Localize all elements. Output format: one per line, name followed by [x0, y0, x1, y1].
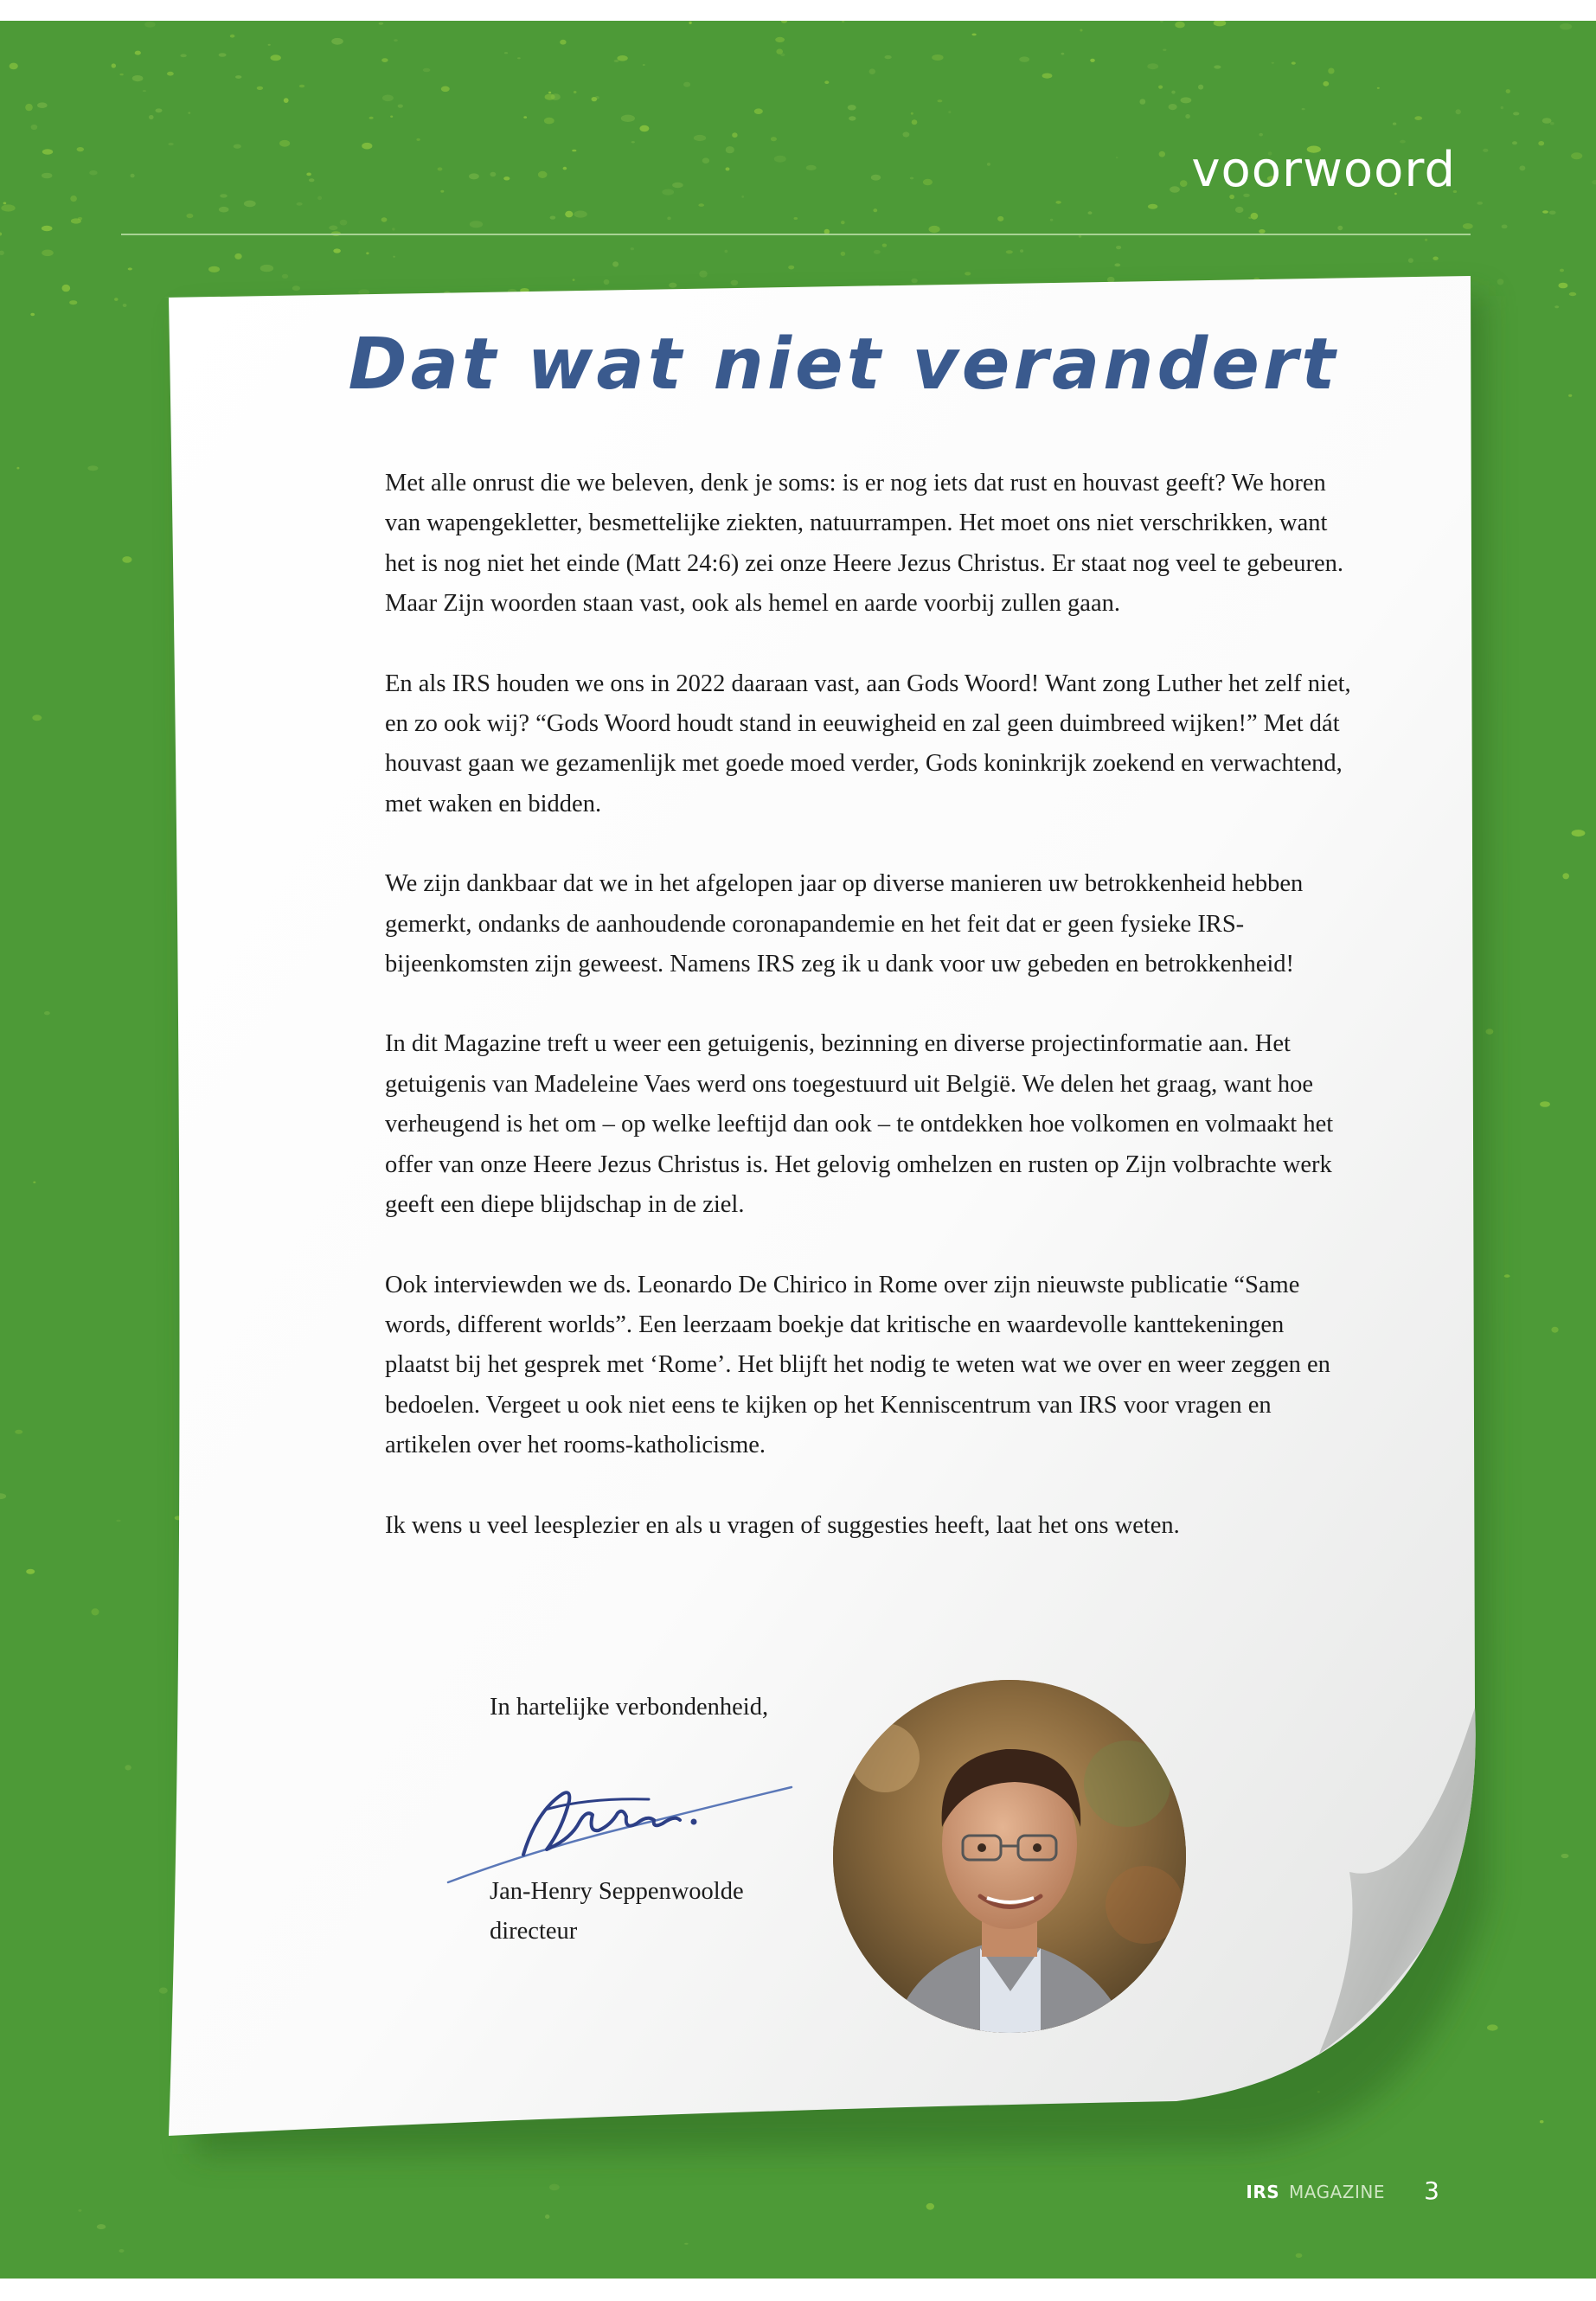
magazine-page — [0, 21, 1596, 2279]
paragraph: Met alle onrust die we beleven, denk je soms: is er nog iets dat rust en houvast geeft? We horen van wapengekletter, besmettelijke ziekten, natuurrampen. Het moet ons niet verschrikken, want het is nog niet het einde (Matt 24:6) zei onze Heere Jezus Christus. Er staat nog veel te gebeuren. Maar Zijn woorden staan vast, ook als hemel en aarde voorbij zullen gaan. — [385, 470, 1343, 618]
section-label: voorwoord — [1191, 142, 1456, 198]
signature-block — [490, 1872, 744, 1952]
article-body — [385, 464, 1354, 1586]
paragraph: Ook interviewden we ds. Leonardo De Chirico in Rome over zijn nieuwste publicatie “Same words, different worlds”. Een leerzaam boekje dat kritische en waardevolle kanttekeningen plaatst bij het gesprek met ‘Rome’. Het blijft het nodig te weten wat we over en weer zeggen en bedoelen. Vergeet u ook niet eens te kijken op het Kenniscentrum van IRS voor vragen en artikelen over het rooms-katholicisme. — [385, 1271, 1330, 1459]
paragraph: Ik wens u veel leesplezier en als u vragen of suggesties heeft, laat het ons weten. — [385, 1511, 1180, 1539]
paragraph: In dit Magazine treft u weer een getuigenis, bezinning en diverse projectinformatie aan. Het getuigenis van Madeleine Vaes werd ons toegestuurd uit België. We delen het graag, want hoe verheugend is het om – op welke leeftijd dan ook – te ontdekken hoe volkomen en volmaakt het offer van onze Heere Jezus Christus is. Het gelovig omhelzen en rusten op Zijn volbrachte werk geeft een diepe blijdschap in de ziel. — [385, 1030, 1334, 1219]
footer-brand — [1246, 2182, 1385, 2202]
author-portrait — [833, 1680, 1186, 2033]
author-name: Jan-Henry Seppenwoolde — [490, 1878, 744, 1905]
article-title: Dat wat niet verandert — [348, 324, 1339, 406]
handwritten-signature — [441, 1759, 804, 1889]
paragraph: En als IRS houden we ons in 2022 daaraan vast, aan Gods Woord! Want zong Luther het zelf niet, en zo ook wij? “Gods Woord houdt stand in eeuwigheid en zal geen duimbreed wijken!” Met dát houvast gaan we gezamenlijk met goede moed verder, Gods koninkrijk zoekend en verwachtend, met waken en bidden. — [385, 670, 1351, 817]
paragraph: We zijn dankbaar dat we in het afgelopen jaar op diverse manieren uw betrokkenheid hebben gemerkt, ondanks de aanhoudende coronapandemie en het feit dat er geen fysieke IRS-bijeenkomsten zijn geweest. Namens IRS zeg ik u dank voor uw gebeden en betrokkenheid! — [385, 870, 1304, 978]
author-role: directeur — [490, 1918, 578, 1945]
page-number: 3 — [1424, 2176, 1439, 2205]
brand-irs: IRS — [1246, 2182, 1280, 2202]
signoff: In hartelijke verbondenheid, — [490, 1694, 769, 1721]
brand-magazine: MAGAZINE — [1289, 2182, 1385, 2202]
